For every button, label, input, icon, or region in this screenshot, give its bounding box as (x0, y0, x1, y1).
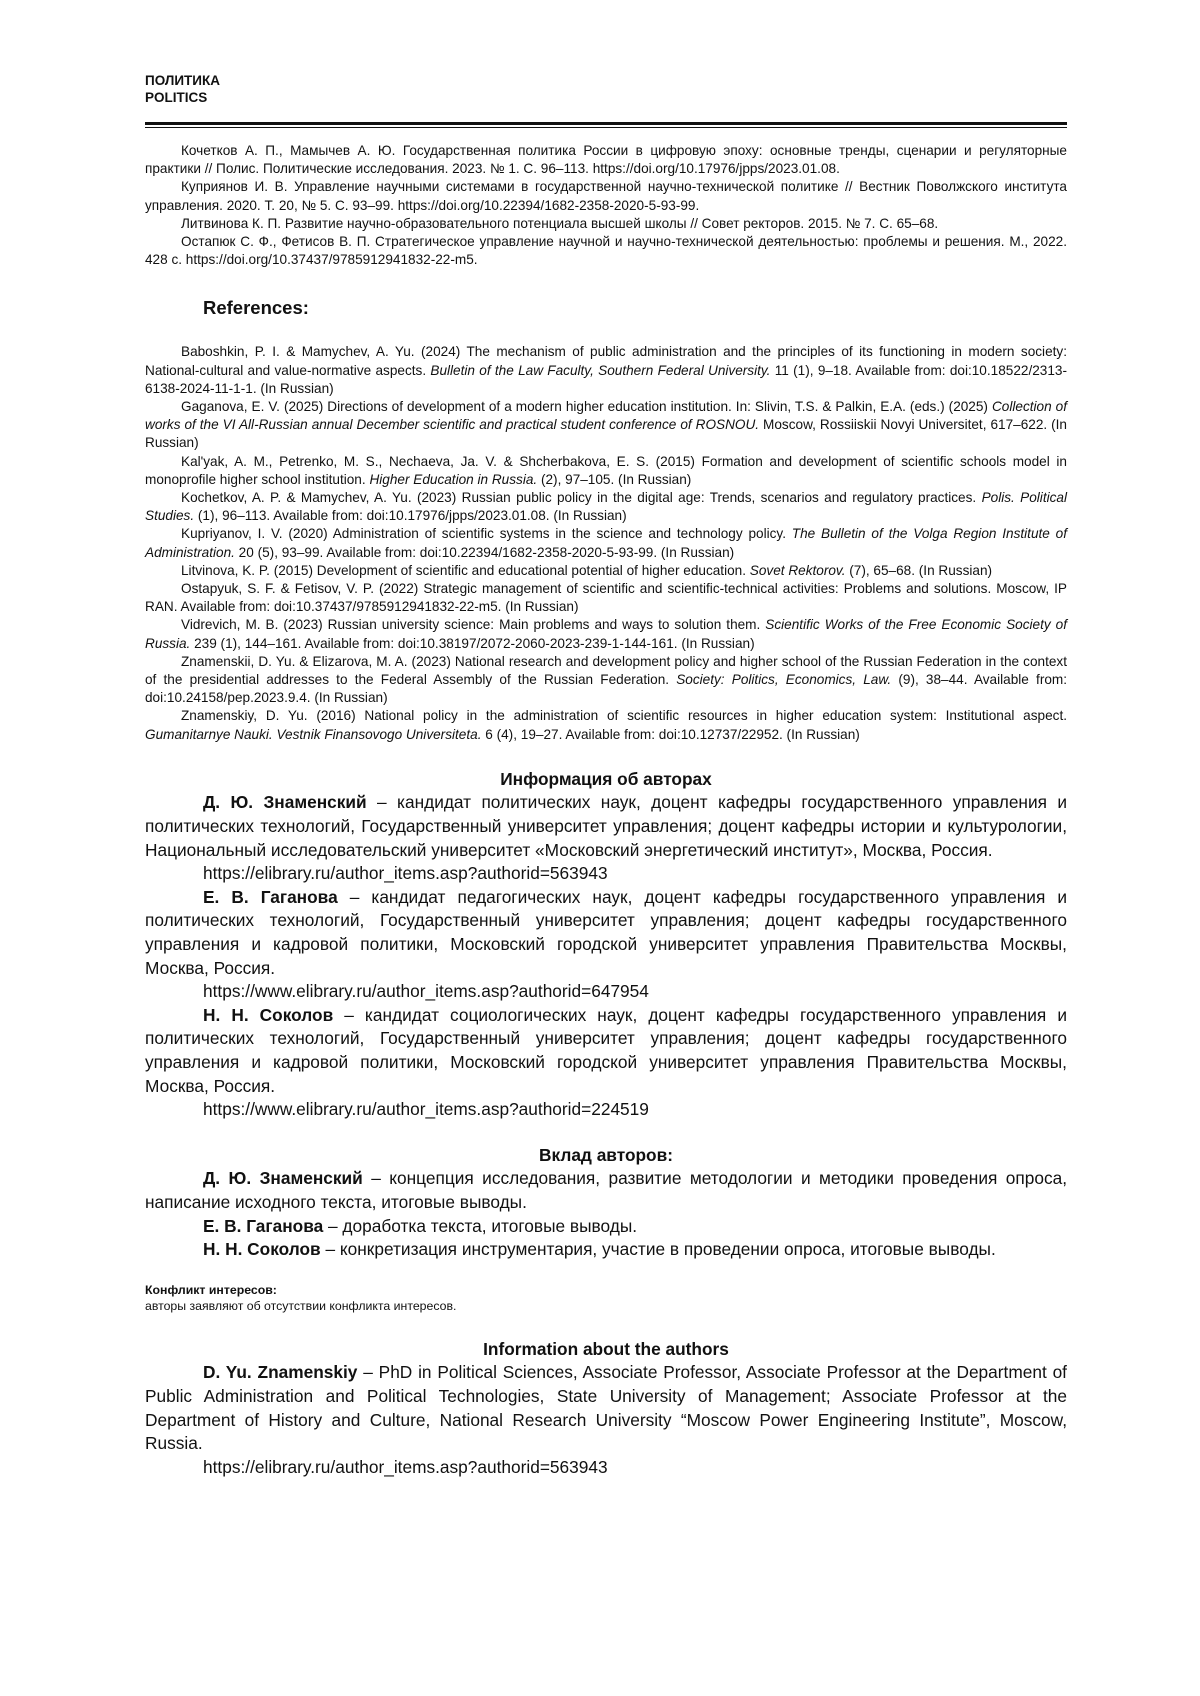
reference-item: Znamenskiy, D. Yu. (2016) National policy in the administration of scientific resources in higher education system: Institutional aspect. Gumanitarnye Nauki. Vestnik Finansovogo Universiteta. 6 (4), 19–27. Available from: doi:10.12737/22952. (In Russian) (145, 708, 1067, 742)
reference-item: Gaganova, E. V. (2025) Directions of development of a modern higher education institution. In: Slivin, T.S. & Palkin, E.A. (eds.) (2025) Collection of works of the VI All-Russian annual December scientific and practical student conference of ROSNOU. Moscow, Rossiiskii Novyi Universitet, 617–622. (In Russian) (145, 399, 1067, 451)
references-list (145, 343, 1067, 743)
page (145, 72, 1067, 1479)
authors-info-ru (145, 768, 1067, 1122)
conflict-of-interest (145, 1282, 1067, 1314)
header-rule-thick (145, 122, 1067, 125)
conflict-text: авторы заявляют об отсутствии конфликта интересов. (145, 1298, 457, 1313)
authors-info-en (145, 1338, 1067, 1480)
conflict-title: Конфликт интересов: (145, 1282, 277, 1297)
reference-item: Vidrevich, M. B. (2023) Russian university science: Main problems and ways to solution them. Scientific Works of the Free Economic Society of Russia. 239 (1), 144–161. Available from: doi:10.38197/2072-2060-2023-239-1-144-161. (In Russian) (145, 617, 1067, 651)
contribution-entry: Е. В. Гаганова – доработка текста, итоговые выводы. (203, 1215, 638, 1236)
literature-item: Куприянов И. В. Управление научными системами в государственной научно-технической политике // Вестник Поволжского института управления. 2020. Т. 20, № 5. С. 93–99. https://doi.org/10.22394/1682-2358-2020-5-93-99. (145, 179, 1067, 213)
author-link[interactable]: https://www.elibrary.ru/author_items.asp?authorid=224519 (203, 1099, 649, 1120)
reference-item: Baboshkin, P. I. & Mamychev, A. Yu. (2024) The mechanism of public administration and the principles of its functioning in modern society: National-cultural and value-normative aspects. Bulletin of the Law Faculty, Southern Federal University. 11 (1), 9–18. Available from: doi:10.18522/2313-6138-2024-11-1-1. (In Russian) (145, 344, 1067, 396)
reference-item: Znamenskii, D. Yu. & Elizarova, M. A. (2023) National research and development policy and higher school of the Russian Federation in the context of the presidential addresses to the Federal Assembly of the Russian Federation. Society: Politics, Economics, Law. (9), 38–44. Available from: doi:10.24158/pep.2023.9.4. (In Russian) (145, 653, 1068, 706)
header-rule-thin (145, 127, 1067, 128)
contribution-entry: Н. Н. Соколов – конкретизация инструментария, участие в проведении опроса, итоговые выводы. (203, 1239, 996, 1260)
author-entry: Д. Ю. Знаменский – кандидат политических наук, доцент кафедры государственного управления и политических технологий, Государственный университет управления; доцент кафедры истории и культурологии, Национальный исследовательский университет «Московский энергетический институт», Москва, Россия. (145, 792, 1067, 860)
author-entry: Н. Н. Соколов – кандидат социологических наук, доцент кафедры государственного управления и политических технологий, Государственный университет управления; доцент кафедры государственного управления и кадровой политики, Московский городской университет управления Правительства Москвы, Москва, Россия. (145, 1004, 1067, 1096)
literature-item: Кочетков А. П., Мамычев А. Ю. Государственная политика России в цифровую эпоху: основные тренды, сценарии и регуляторные практики // Полис. Политические исследования. 2023. № 1. С. 96–113. https://doi.org/10.17976/jpps/2023.01.08. (145, 143, 1067, 177)
section-label-ru: ПОЛИТИКА (145, 73, 220, 88)
authors-contribution (145, 1144, 1067, 1262)
section-label-en: POLITICS (145, 90, 208, 105)
literature-item: Литвинова К. П. Развитие научно-образовательного потенциала высшей школы // Совет ректоров. 2015. № 7. С. 65–68. (181, 215, 939, 231)
contribution-entry: Д. Ю. Знаменский – концепция исследования, развитие методологии и методики проведения опроса, написание исходного текста, итоговые выводы. (145, 1168, 1067, 1212)
reference-item: Kupriyanov, I. V. (2020) Administration of scientific systems in the science and technology policy. The Bulletin of the Volga Region Institute of Administration. 20 (5), 93–99. Available from: doi:10.22394/1682-2358-2020-5-93-99. (In Russian) (145, 526, 1067, 560)
literature-item: Остапюк С. Ф., Фетисов В. П. Стратегическое управление научной и научно-технической деятельностью: проблемы и решения. М., 2022. 428 с. https://doi.org/10.37437/9785912941832-22-m5. (145, 234, 1067, 268)
reference-item: Kochetkov, A. P. & Mamychev, A. Yu. (2023) Russian public policy in the digital age: Trends, scenarios and regulatory practices. Polis. Political Studies. (1), 96–113. Available from: doi:10.17976/jpps/2023.01.08. (In Russian) (145, 490, 1068, 524)
reference-item: Litvinova, K. P. (2015) Development of scientific and educational potential of higher education. Sovet Rektorov. (7), 65–68. (In Russian) (181, 562, 993, 578)
reference-item: Kal'yak, A. M., Petrenko, M. S., Nechaeva, Ja. V. & Shcherbakova, E. S. (2015) Formation and development of scientific schools model in monoprofile higher school institution. Higher Education in Russia. (2), 97–105. (In Russian) (145, 453, 1067, 487)
reference-item: Ostapyuk, S. F. & Fetisov, V. P. (2022) Strategic management of scientific and scientific-technical activities: Problems and solutions. Moscow, IP RAN. Available from: doi:10.37437/9785912941832-22-m5. (In Russian) (145, 581, 1067, 615)
authors-info-title: Информация об авторах (500, 768, 712, 789)
author-link[interactable]: https://www.elibrary.ru/author_items.asp?authorid=647954 (203, 981, 649, 1002)
author-link[interactable]: https://elibrary.ru/author_items.asp?authorid=563943 (203, 1456, 608, 1477)
contribution-title: Вклад авторов: (539, 1144, 673, 1165)
author-entry: D. Yu. Znamenskiy – PhD in Political Sciences, Associate Professor, Associate Professor at the Department of Public Administration and Political Technologies, State University of Management; Associate Professor at the Department of History and Culture, National Research University “Moscow Power Engineering Institute”, Moscow, Russia. (145, 1362, 1067, 1454)
references-heading: References: (203, 297, 309, 319)
literature-list (145, 142, 1067, 269)
author-link[interactable]: https://elibrary.ru/author_items.asp?authorid=563943 (203, 863, 608, 884)
authors-info-en-title: Information about the authors (483, 1338, 729, 1359)
journal-header (145, 72, 1067, 106)
author-entry: Е. В. Гаганова – кандидат педагогических наук, доцент кафедры государственного управления и политических технологий, Государственный университет управления; доцент кафедры государственного управления и кадровой политики, Московский городской университет управления Правительства Москвы, Москва, Россия. (145, 886, 1068, 978)
